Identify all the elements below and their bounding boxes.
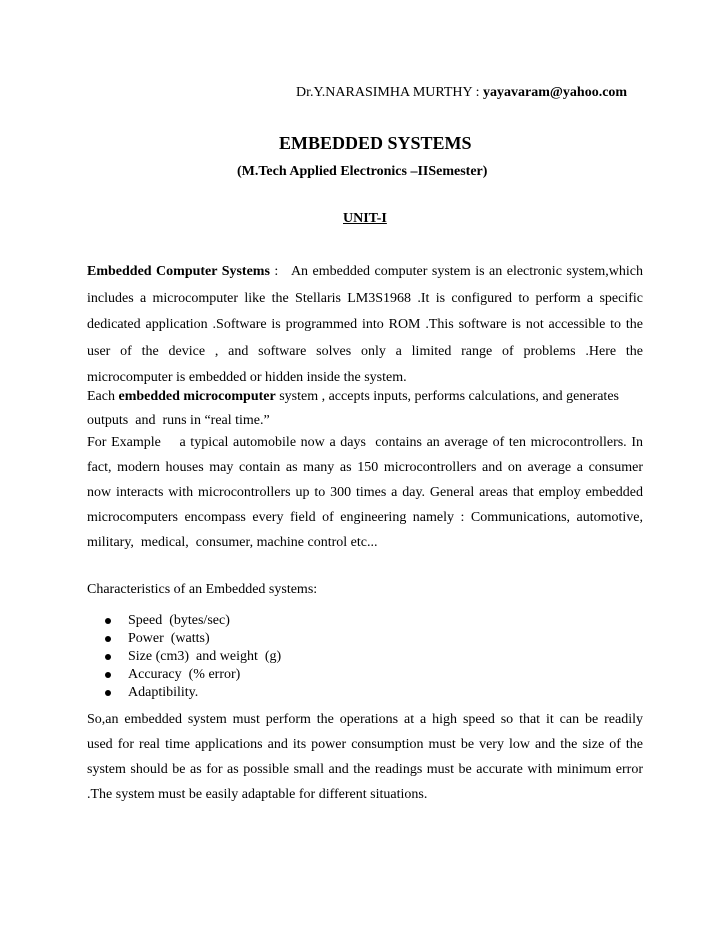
bullet-icon xyxy=(105,654,111,660)
paragraph-line: system should be as for as possible small and the readings must be accurate with minimum error xyxy=(87,762,643,777)
paragraph-line: For Example a typical automobile now a days contains an average of ten microcontrollers. In xyxy=(87,435,643,450)
paragraph-line: fact, modern houses may contain as many as 150 microcontrollers and on average a consumer xyxy=(87,460,643,475)
paragraph-line: now interacts with microcontrollers up to 300 times a day. General areas that employ embedded xyxy=(87,485,643,500)
list-item xyxy=(100,648,281,666)
list-item xyxy=(100,666,281,684)
paragraph-embedded-microcomputer xyxy=(87,385,643,433)
paragraph-line: includes a microcomputer like the Stellaris LM3S1968 .It is configured to perform a specific xyxy=(87,290,643,306)
list-item-text: Speed (bytes/sec) xyxy=(128,613,230,628)
paragraph-line: microcomputer is embedded or hidden inside the system. xyxy=(87,370,407,385)
paragraph-line: .The system must be easily adaptable for different situations. xyxy=(87,787,428,802)
paragraph-line: microcomputers encompass every field of engineering namely : Communications, automotive, xyxy=(87,510,643,525)
paragraph-line: So,an embedded system must perform the operations at a high speed so that it can be readily xyxy=(87,712,643,727)
bullet-icon xyxy=(105,690,111,696)
paragraph-line: dedicated application .Software is programmed into ROM .This software is not accessible to the xyxy=(87,317,643,332)
document-title: EMBEDDED SYSTEMS xyxy=(279,133,472,153)
author-line xyxy=(296,85,627,101)
line-text: Each xyxy=(87,389,119,404)
separator: : xyxy=(269,264,291,279)
paragraph-line: outputs and runs in “real time.” xyxy=(87,413,270,428)
paragraph-line: military, medical, consumer, machine control etc... xyxy=(87,535,378,550)
author-email: yayavaram@yahoo.com xyxy=(483,85,628,100)
characteristics-list xyxy=(100,612,281,702)
bullet-icon xyxy=(105,618,111,624)
unit-heading: UNIT-I xyxy=(343,211,387,226)
paragraph-line xyxy=(87,385,643,409)
term-embedded-microcomputer: embedded microcomputer xyxy=(118,389,276,404)
paragraph-line xyxy=(87,259,643,286)
paragraph-embedded-computer-systems xyxy=(87,259,643,392)
paragraph-for-example xyxy=(87,430,643,555)
list-item-text: Size (cm3) and weight (g) xyxy=(128,649,282,664)
list-item-text: Power (watts) xyxy=(128,631,210,646)
bullet-icon xyxy=(105,672,111,678)
document-subtitle: (M.Tech Applied Electronics –IISemester) xyxy=(237,164,488,179)
line-text: An embedded computer system is an electronic system,which xyxy=(290,264,643,279)
paragraph-line: user of the device , and software solves only a limited range of problems .Here the xyxy=(87,343,643,359)
list-item xyxy=(100,684,281,702)
list-item xyxy=(100,630,281,648)
bullet-icon xyxy=(105,636,111,642)
paragraph-conclusion xyxy=(87,707,643,807)
list-item-text: Accuracy (% error) xyxy=(128,667,241,682)
line-text: system , accepts inputs, performs calculations, and generates xyxy=(275,389,619,404)
list-item-text: Adaptibility. xyxy=(128,685,199,700)
characteristics-heading: Characteristics of an Embedded systems: xyxy=(87,582,318,597)
paragraph-line: used for real time applications and its power consumption must be very low and the size of the xyxy=(87,737,643,752)
list-item xyxy=(100,612,281,630)
term-embedded-computer-systems: Embedded Computer Systems xyxy=(87,264,270,279)
author-name: Dr.Y.NARASIMHA MURTHY : xyxy=(296,85,484,100)
